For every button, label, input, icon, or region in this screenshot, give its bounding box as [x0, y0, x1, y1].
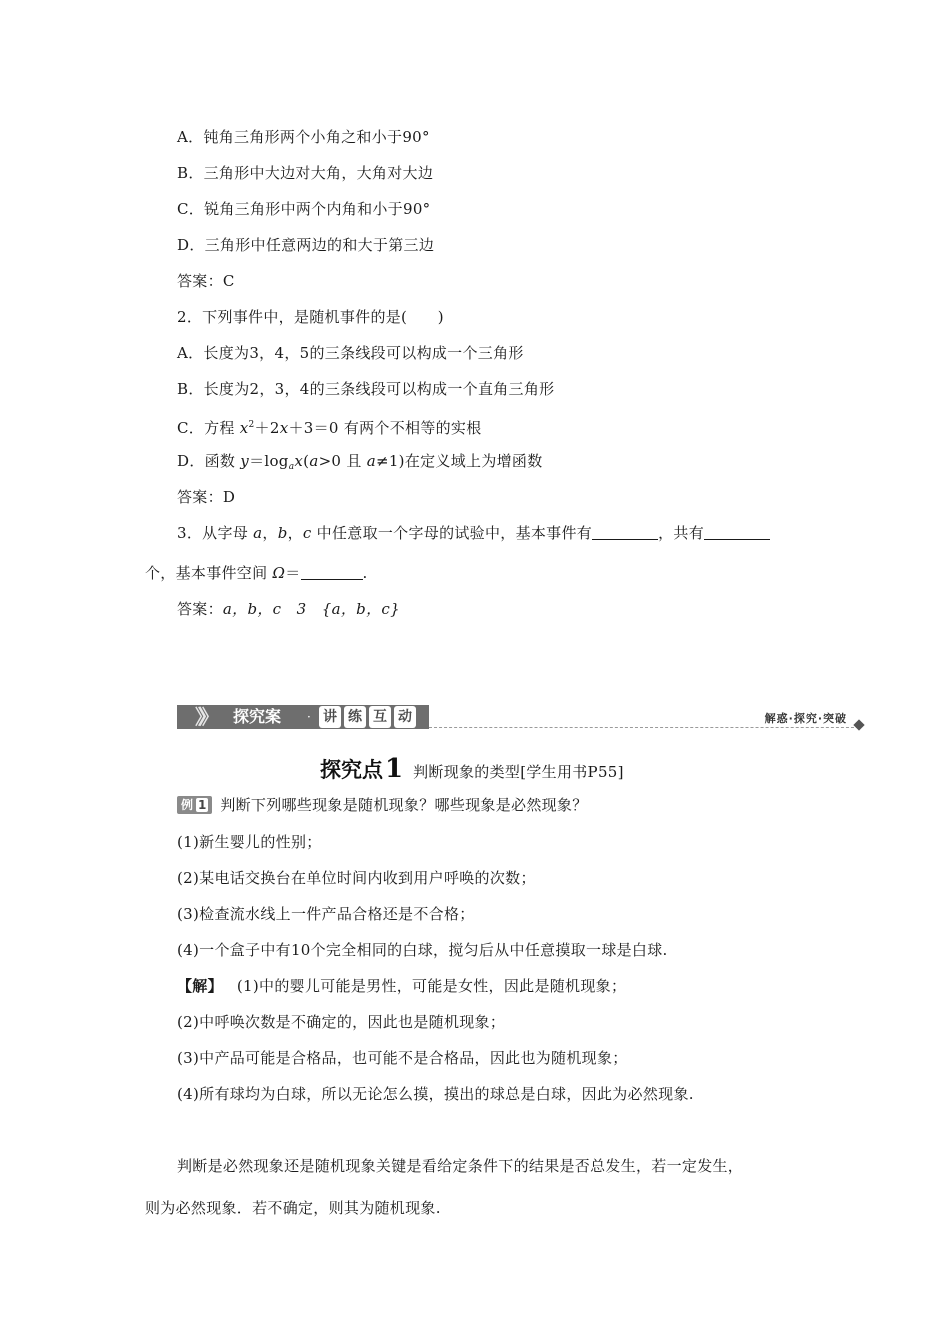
- point-subtitle: 判断现象的类型[学生用书P55]: [413, 763, 624, 781]
- q3-part2: 中任意取一个字母的试验中，基本事件有: [311, 524, 593, 542]
- log-base: a: [288, 462, 295, 472]
- q3-line2: [145, 563, 368, 583]
- q2-c-prefix: C．方程: [177, 419, 240, 437]
- q2-option-a: A．长度为3，4，5的三条线段可以构成一个三角形: [177, 344, 524, 362]
- q3-part6: .: [362, 564, 368, 582]
- var-c: c: [302, 524, 312, 542]
- q2-option-c: [177, 415, 482, 438]
- exponent: 2: [248, 420, 255, 430]
- q3-part4: 个，基本事件空间: [145, 564, 273, 582]
- paren: (: [303, 452, 310, 470]
- banner-title: 探究案: [233, 707, 282, 726]
- q2-option-d: [177, 451, 543, 477]
- banner-tagline: 解惑·探究·突破: [764, 712, 847, 725]
- separator: ，: [287, 524, 303, 542]
- solution-first: [177, 976, 626, 996]
- example-question: [177, 795, 588, 815]
- answer-value: a，b，c 3 {a，b，c}: [222, 600, 400, 618]
- double-chevron-icon: 》》: [195, 705, 213, 729]
- q1-option-a: A．钝角三角形两个小角之和小于90°: [177, 128, 430, 146]
- q2-d-cond: >0 且: [318, 452, 367, 470]
- banner-char-group: [319, 706, 419, 728]
- summary-line: 则为必然现象．若不确定，则其为随机现象.: [145, 1199, 441, 1217]
- q3-part3: ，共有: [658, 524, 704, 542]
- banner-char: 讲: [319, 706, 341, 728]
- q3-answer: [177, 599, 400, 619]
- answer-label: 答案：: [177, 600, 223, 618]
- q2-d-prefix: D．函数: [177, 452, 241, 470]
- var-x: x: [279, 419, 289, 437]
- diamond-icon: [853, 719, 864, 730]
- point-label: 探究点: [320, 758, 383, 782]
- solution-line: (2)中呼唤次数是不确定的，因此也是随机现象；: [177, 1013, 506, 1031]
- answer-blank: [592, 525, 658, 540]
- example-item: (4)一个盒子中有10个完全相同的白球，搅匀后从中任意摸取一球是白球.: [177, 941, 668, 959]
- var-y: y: [240, 452, 250, 470]
- summary-line: 判断是必然现象还是随机现象关键是看给定条件下的结果是否总发生，若一定发生，: [177, 1157, 744, 1175]
- banner-divider: [429, 727, 859, 728]
- q2-answer: 答案：D: [177, 488, 236, 506]
- example-item: (3)检查流水线上一件产品合格还是不合格；: [177, 905, 475, 923]
- solution-line: (3)中产品可能是合格品，也可能不是合格品，因此也为随机现象；: [177, 1049, 628, 1067]
- var-x: x: [239, 419, 249, 437]
- answer-blank: [704, 525, 770, 540]
- separator: ，: [262, 524, 278, 542]
- banner-char: 练: [344, 706, 366, 728]
- q1-answer: 答案：C: [177, 272, 235, 290]
- q2-c-mid: ＋2: [254, 419, 280, 437]
- banner-dot: ·: [307, 710, 311, 724]
- q1-option-b: B．三角形中大边对大角，大角对大边: [177, 164, 434, 182]
- answer-blank: [301, 565, 363, 580]
- log-text: ＝log: [249, 452, 289, 470]
- banner-char: 动: [394, 706, 416, 728]
- example-item: (1)新生婴儿的性别；: [177, 833, 322, 851]
- point-heading: [320, 754, 624, 784]
- q2-d-cond2: ≠1)在定义域上为增函数: [375, 452, 543, 470]
- q2-option-b: B．长度为2，3，4的三条线段可以构成一个直角三角形: [177, 380, 555, 398]
- example-badge: [177, 796, 212, 814]
- q2-c-suffix: ＋3＝0 有两个不相等的实根: [288, 419, 482, 437]
- q1-option-d: D．三角形中任意两边的和大于第三边: [177, 236, 435, 254]
- var-a: a: [366, 452, 376, 470]
- var-a: a: [309, 452, 319, 470]
- solution-label: 【解】: [177, 977, 223, 995]
- q2-stem: 2．下列事件中，是随机事件的是( ): [177, 308, 444, 326]
- var-b: b: [277, 524, 288, 542]
- banner-char: 互: [369, 706, 391, 728]
- example-question-text: 判断下列哪些现象是随机现象？哪些现象是必然现象？: [220, 796, 588, 814]
- q3-part5: ＝: [285, 564, 301, 582]
- solution-first-text: (1)中的婴儿可能是男性，可能是女性，因此是随机现象；: [236, 977, 627, 995]
- var-x: x: [294, 452, 304, 470]
- omega-symbol: Ω: [272, 564, 286, 582]
- q1-option-c: C．锐角三角形中两个内角和小于90°: [177, 200, 431, 218]
- example-badge-label: 例: [181, 798, 194, 812]
- var-a: a: [253, 524, 263, 542]
- example-item: (2)某电话交换台在单位时间内收到用户呼唤的次数；: [177, 869, 536, 887]
- q3-line1: [177, 523, 770, 543]
- solution-line: (4)所有球均为白球，所以无论怎么摸，摸出的球总是白球，因此为必然现象.: [177, 1085, 694, 1103]
- section-banner: [177, 702, 867, 732]
- point-number: 1: [385, 754, 404, 784]
- q3-part1: 3．从字母: [177, 524, 254, 542]
- example-badge-number: 1: [197, 798, 207, 812]
